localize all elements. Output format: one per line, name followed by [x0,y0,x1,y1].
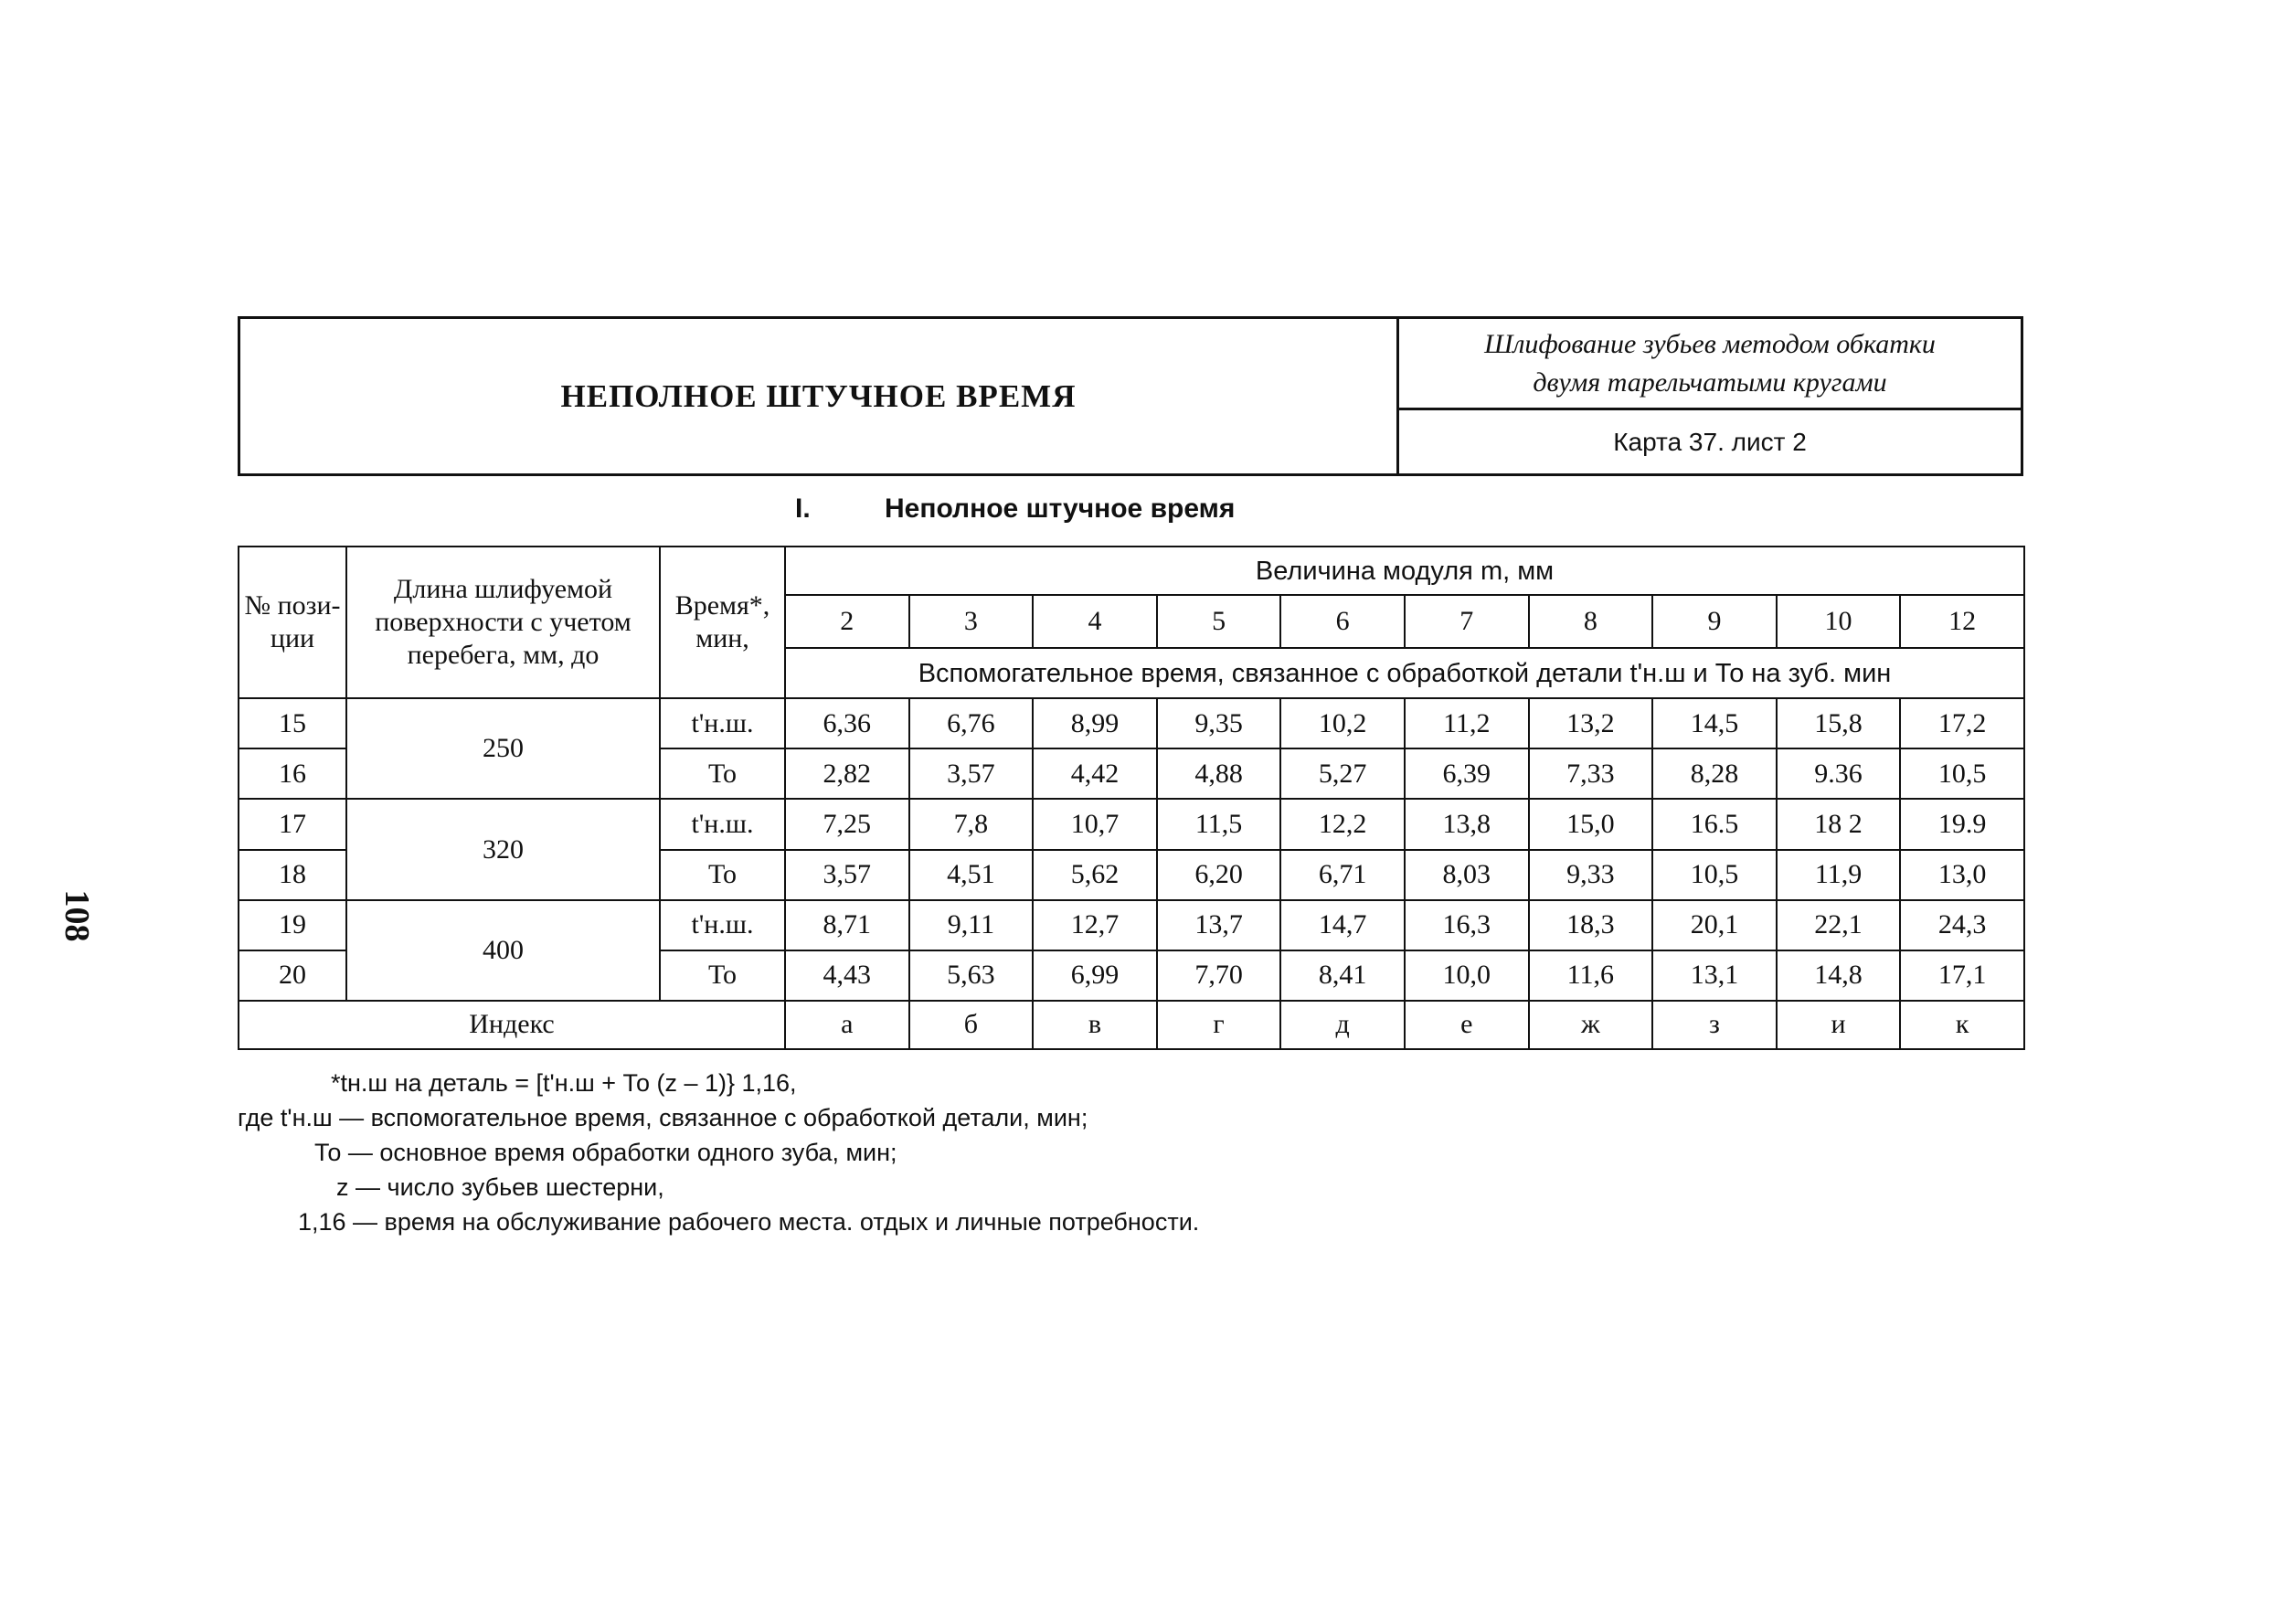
value-cell: 8,99 [1033,698,1157,748]
value-cell: 12,2 [1280,799,1405,849]
value-cell: 5,27 [1280,748,1405,799]
module-value: 12 [1900,595,2024,648]
value-cell: 14,8 [1777,950,1901,1001]
index-cell: а [785,1001,909,1049]
value-cell: 6,71 [1280,850,1405,900]
operation-title-line1: Шлифование зубьев методом обкатки [1484,328,1936,359]
value-cell: 13,0 [1900,850,2024,900]
index-cell: б [909,1001,1034,1049]
header-length: Длина шлифуемой поверхности с учетом перебега, мм, до [346,547,660,698]
module-value: 2 [785,595,909,648]
index-cell: в [1033,1001,1157,1049]
value-cell: 6,99 [1033,950,1157,1001]
value-cell: 11,5 [1157,799,1281,849]
position-cell: 19 [239,900,346,950]
value-cell: 7,70 [1157,950,1281,1001]
norms-table [238,546,2025,1050]
time-type-cell: t'н.ш. [660,698,785,748]
value-cell: 5,63 [909,950,1034,1001]
value-cell: 7,33 [1529,748,1653,799]
time-type-cell: То [660,748,785,799]
header-module: Величина модуля m, мм [785,547,2024,595]
module-value: 8 [1529,595,1653,648]
header-aux-time: Вспомогательное время, связанное с обработкой детали t'н.ш и То на зуб. мин [785,648,2024,698]
operation-title-line2: двумя тарельчатыми кругами [1533,366,1887,398]
module-value: 7 [1405,595,1529,648]
value-cell: 15,0 [1529,799,1653,849]
value-cell: 11,2 [1405,698,1529,748]
value-cell: 3,57 [909,748,1034,799]
value-cell: 9,35 [1157,698,1281,748]
header-position: № пози-ции [239,547,346,698]
header-title-cell [240,319,1399,473]
position-cell: 15 [239,698,346,748]
footnotes [219,1066,1773,1239]
value-cell: 22,1 [1777,900,1901,950]
value-cell: 10,2 [1280,698,1405,748]
value-cell: 15,8 [1777,698,1901,748]
value-cell: 9,11 [909,900,1034,950]
value-cell: 19.9 [1900,799,2024,849]
index-cell: к [1900,1001,2024,1049]
index-cell: и [1777,1001,1901,1049]
value-cell: 13,8 [1405,799,1529,849]
footnote-line: 1,16 — время на обслуживание рабочего места. отдых и личные потребности. [298,1208,1200,1236]
position-cell: 17 [239,799,346,849]
value-cell: 8,41 [1280,950,1405,1001]
value-cell: 7,8 [909,799,1034,849]
value-cell: 18 2 [1777,799,1901,849]
operation-title-cell [1399,319,2021,410]
value-cell: 4,88 [1157,748,1281,799]
value-cell: 14,7 [1280,900,1405,950]
value-cell: 4,51 [909,850,1034,900]
index-cell: з [1652,1001,1777,1049]
section-title [795,494,1235,532]
index-label: Индекс [239,1001,785,1049]
value-cell: 10,5 [1652,850,1777,900]
length-cell: 400 [346,900,660,1001]
value-cell: 8,71 [785,900,909,950]
value-cell: 2,82 [785,748,909,799]
header-box [238,316,2023,476]
value-cell: 9,33 [1529,850,1653,900]
module-value: 10 [1777,595,1901,648]
value-cell: 16,3 [1405,900,1529,950]
value-cell: 4,43 [785,950,909,1001]
position-cell: 18 [239,850,346,900]
position-cell: 20 [239,950,346,1001]
value-cell: 8,28 [1652,748,1777,799]
footnote-line: z — число зубьев шестерни, [336,1173,664,1201]
value-cell: 8,03 [1405,850,1529,900]
value-cell: 9.36 [1777,748,1901,799]
value-cell: 10,5 [1900,748,2024,799]
module-value: 5 [1157,595,1281,648]
value-cell: 13,2 [1529,698,1653,748]
value-cell: 4,42 [1033,748,1157,799]
footnote-formula: *tн.ш на деталь = [t'н.ш + То (z – 1)} 1,16, [331,1069,797,1097]
value-cell: 18,3 [1529,900,1653,950]
value-cell: 13,1 [1652,950,1777,1001]
value-cell: 6,39 [1405,748,1529,799]
index-cell: г [1157,1001,1281,1049]
length-cell: 250 [346,698,660,799]
index-cell: ж [1529,1001,1653,1049]
value-cell: 11,9 [1777,850,1901,900]
value-cell: 17,2 [1900,698,2024,748]
value-cell: 10,7 [1033,799,1157,849]
page-number: 108 [58,889,96,942]
index-cell: е [1405,1001,1529,1049]
footnote-line: То — основное время обработки одного зуба, мин; [314,1139,897,1166]
time-type-cell: То [660,950,785,1001]
value-cell: 6,76 [909,698,1034,748]
page-title: НЕПОЛНОЕ ШТУЧНОЕ ВРЕМЯ [560,377,1077,414]
value-cell: 12,7 [1033,900,1157,950]
module-value: 4 [1033,595,1157,648]
value-cell: 7,25 [785,799,909,849]
value-cell: 10,0 [1405,950,1529,1001]
module-value: 3 [909,595,1034,648]
value-cell: 5,62 [1033,850,1157,900]
card-label: Карта 37. лист 2 [1613,427,1807,456]
value-cell: 11,6 [1529,950,1653,1001]
value-cell: 24,3 [1900,900,2024,950]
value-cell: 20,1 [1652,900,1777,950]
value-cell: 3,57 [785,850,909,900]
footnote-line: где t'н.ш — вспомогательное время, связанное с обработкой детали, мин; [238,1104,1088,1131]
time-type-cell: t'н.ш. [660,799,785,849]
card-cell [1399,410,2021,473]
section-name: Неполное штучное время [885,494,1236,524]
time-type-cell: t'н.ш. [660,900,785,950]
value-cell: 6,36 [785,698,909,748]
position-cell: 16 [239,748,346,799]
value-cell: 6,20 [1157,850,1281,900]
index-cell: д [1280,1001,1405,1049]
value-cell: 16.5 [1652,799,1777,849]
value-cell: 14,5 [1652,698,1777,748]
section-number: I. [795,494,811,524]
value-cell: 17,1 [1900,950,2024,1001]
value-cell: 13,7 [1157,900,1281,950]
module-value: 9 [1652,595,1777,648]
module-value: 6 [1280,595,1405,648]
length-cell: 320 [346,799,660,899]
time-type-cell: То [660,850,785,900]
header-time: Время*, мин, [660,547,785,698]
